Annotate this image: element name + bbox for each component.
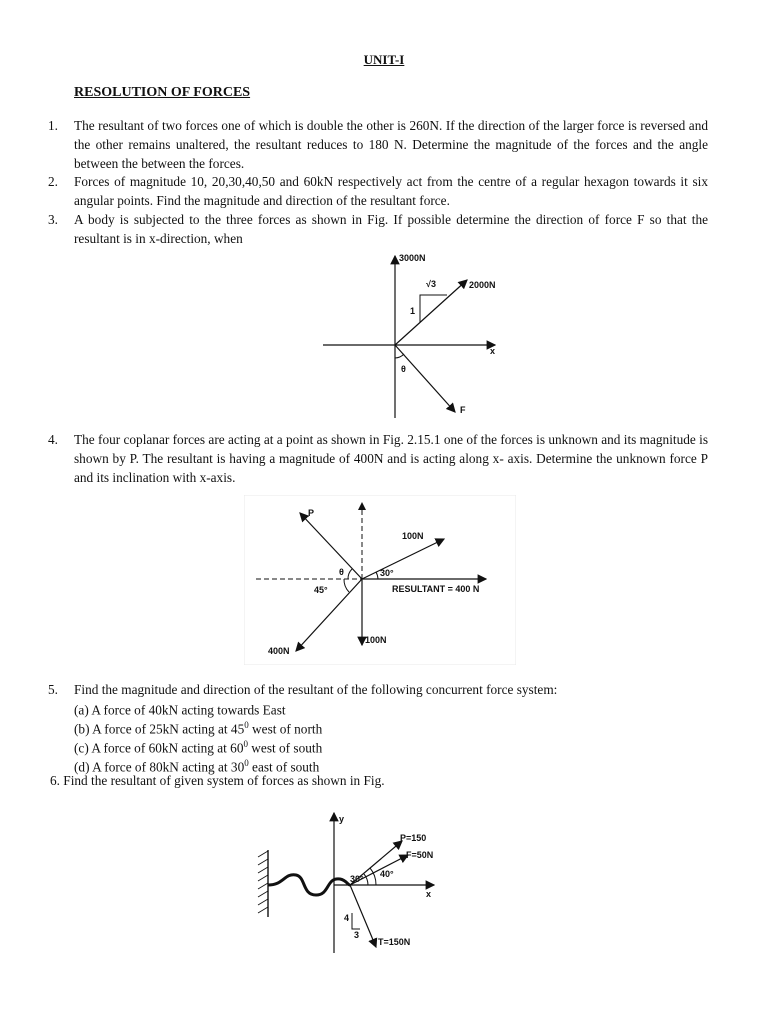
question-2 xyxy=(48,173,708,211)
question-text: A body is subjected to the three forces as shown in Fig. If possible determine the direction of force F so that the resultant is in x-direction, when xyxy=(74,212,708,246)
question-number: 5. xyxy=(48,682,58,697)
label-3000n: 3000N xyxy=(399,253,426,263)
question-number: 3. xyxy=(48,212,58,227)
theta-arc xyxy=(395,354,404,358)
question-number: 1. xyxy=(48,118,58,133)
label-sqrt3: √3 xyxy=(426,279,436,289)
question-number: 2. xyxy=(48,174,58,189)
label-100n-lower: 100N xyxy=(365,635,387,645)
wall-hatching xyxy=(258,851,268,913)
slope-triangle xyxy=(420,295,447,322)
figure-three-forces xyxy=(315,250,515,420)
label-theta: θ xyxy=(339,567,344,577)
question-text: Find the magnitude and direction of the resultant of the following concurrent force system: xyxy=(74,682,558,697)
slope-triangle xyxy=(352,913,360,929)
question-4 xyxy=(48,431,708,487)
q5-item-d: (d) A force of 80kN acting at $30^0$ east of south xyxy=(74,758,320,775)
question-number: 4. xyxy=(48,432,58,447)
force-2000-arrow xyxy=(395,280,467,345)
figure-four-forces xyxy=(244,495,516,665)
q5-item-a: (a) A force of 40kN acting towards East xyxy=(74,702,286,718)
question-6: 6. Find the resultant of given system of forces as shown in Fig. xyxy=(50,773,385,788)
label-four: 4 xyxy=(344,913,350,923)
angle-40-arc xyxy=(370,868,376,885)
label-resultant: RESULTANT = 400 N xyxy=(392,584,480,594)
label-400n: 400N xyxy=(268,646,290,656)
force-f-arrow xyxy=(395,345,455,412)
question-text: The four coplanar forces are acting at a point as shown in Fig. 2.15.1 one of the forces is unknown and its magnitude is shown by P. The resultant is having a magnitude of 400N and is acting along x- axis. Determine the unknown force P and its inclination with x-axis. xyxy=(74,432,708,485)
label-f: F=50N xyxy=(406,850,434,860)
label-30-deg: 30° xyxy=(380,568,394,578)
label-three: 3 xyxy=(354,930,360,940)
label-theta: θ xyxy=(401,364,406,374)
label-p: P=150 xyxy=(400,833,427,843)
question-3 xyxy=(48,211,708,249)
label-t: T=150N xyxy=(378,937,411,947)
label-40-deg: 40° xyxy=(380,869,394,879)
label-p: P xyxy=(308,508,315,518)
label-one: 1 xyxy=(410,306,416,316)
q5-item-c: (c) A force of 60kN acting at $60^0$ west of south xyxy=(74,739,323,756)
question-text: Forces of magnitude 10, 20,30,40,50 and 60kN respectively act from the centre of a regular hexagon towards it six angular points. Find the magnitude and direction of the resultant force. xyxy=(74,174,708,208)
label-f: F xyxy=(460,405,466,415)
question-1 xyxy=(48,117,708,173)
unit-title: UNIT-I xyxy=(363,52,405,67)
q5-item-b: (b) A force of 25kN acting at $45^0$ west of north xyxy=(74,720,323,737)
figure-force-system xyxy=(250,805,460,960)
label-2000n: 2000N xyxy=(469,280,496,290)
label-y: y xyxy=(339,814,345,824)
label-x: x xyxy=(490,346,496,356)
label-x: x xyxy=(426,889,432,899)
label-45-deg: 45° xyxy=(314,585,328,595)
label-30-deg: 30° xyxy=(350,874,364,884)
section-title: RESOLUTION OF FORCES xyxy=(74,85,251,100)
question-text: The resultant of two forces one of which is double the other is 260N. If the direction of the larger force is reversed and the other remains unaltered, the resultant reduces to 180 N. Determine the magnitude of the forces and the angle between the between the forces. xyxy=(74,118,708,171)
label-100n-upper: 100N xyxy=(402,531,424,541)
